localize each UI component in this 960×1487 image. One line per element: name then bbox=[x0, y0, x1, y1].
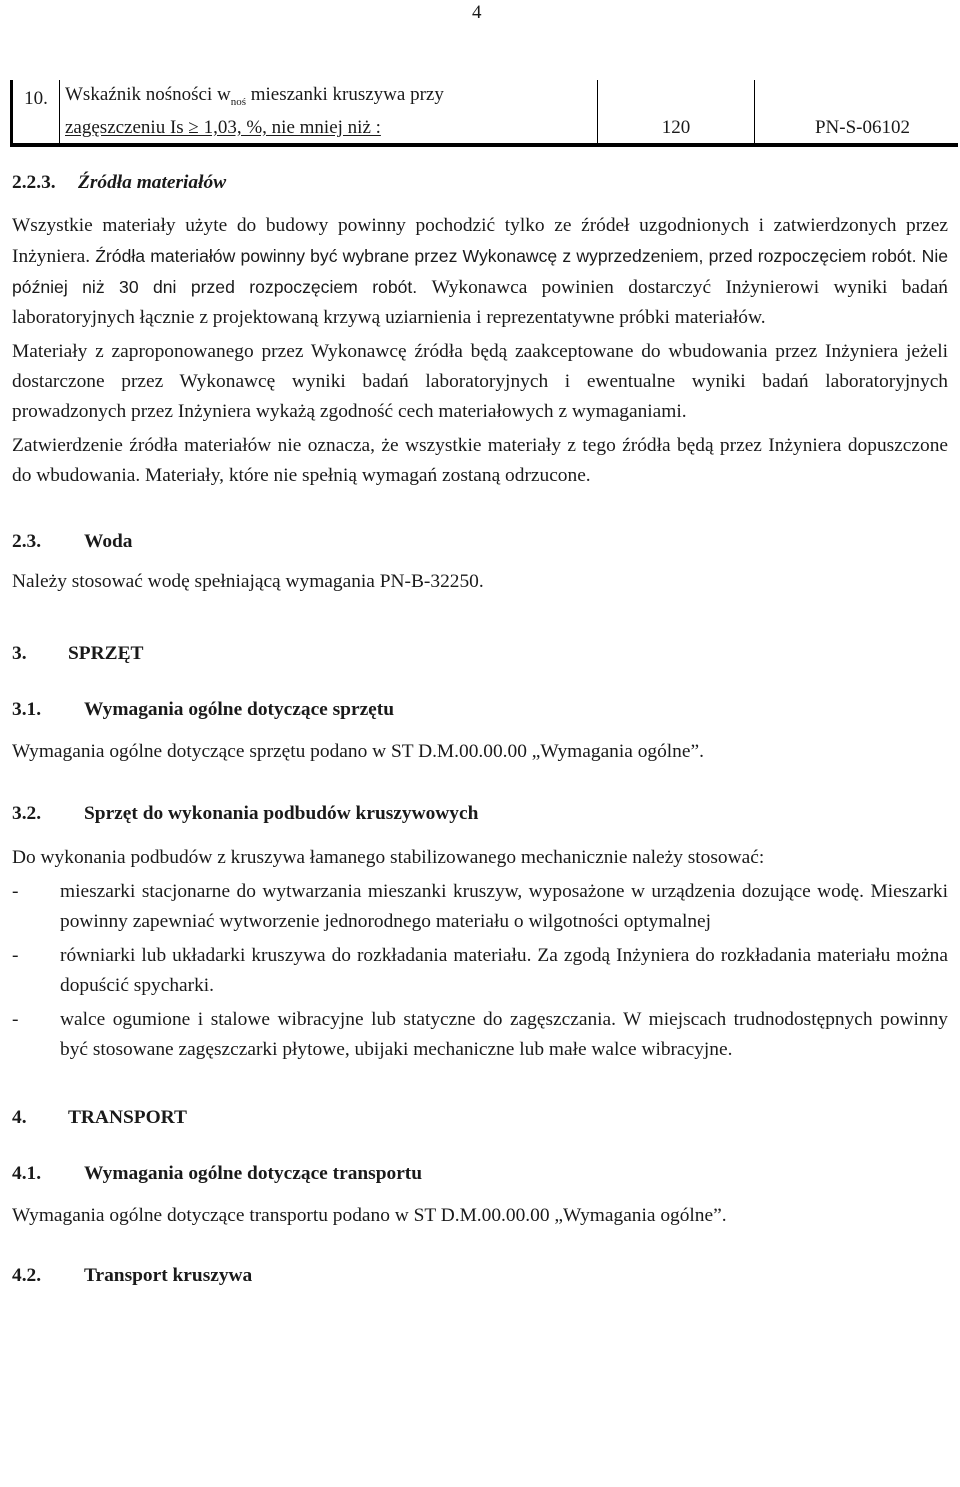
subscript: noś bbox=[230, 95, 246, 108]
heading-4-1: 4.1. Wymagania ogólne dotyczące transportu bbox=[12, 1163, 423, 1184]
heading-4-2: 4.2. Transport kruszywa bbox=[12, 1265, 253, 1286]
row-description-line1: Wskaźnik nośności $w_{noś}$ mieszanki kruszywa przy bbox=[65, 84, 444, 108]
paragraph-sources-1: Wszystkie materiały użyte do budowy powinny pochodzić tylko ze źródeł uzgodnionych i zatwierdzonych przez Inżyniera. Źródła materiałów powinny być wybrane przez Wykonawcę z wyprzedzeniem, przed rozpoczęciem robót. Nie później niż 30 dni przed rozpoczęciem robót. Wykonawca powinien dostarczyć Inżynierowi wyniki badań laboratoryjnych łącznie z projektowaną krzywą uziarnienia i reprezentatywne próbki materiałów. bbox=[12, 215, 949, 328]
paragraph-equipment-general: Wymagania ogólne dotyczące sprzętu podano w ST D.M.00.00.00 „Wymagania ogólne”. bbox=[12, 741, 704, 762]
row-value: 120 bbox=[598, 80, 755, 145]
table-row bbox=[12, 80, 959, 145]
page-number: 4 bbox=[472, 2, 482, 23]
row-description bbox=[60, 80, 598, 145]
heading-4: 4. TRANSPORT bbox=[12, 1107, 187, 1128]
heading-3-2: 3.2. Sprzęt do wykonania podbudów kruszywowych bbox=[12, 803, 479, 824]
paragraph-sources-2: Materiały z zaproponowanego przez Wykonawcę źródła będą zaakceptowane do wbudowania przez Inżyniera jeżeli dostarczone przez Wykonawcę wyniki badań laboratoryjnych i ewentualne wyniki badań laboratoryjnych prowadzonych przez Inżyniera wykażą zgodność cech materiałowych z wymaganiami. bbox=[12, 341, 948, 422]
row-description-line2: zagęszczeniu Is ≥ 1,03, %, nie mniej niż : bbox=[65, 116, 381, 138]
list-item: - walce ogumione i stalowe wibracyjne lub statyczne do zagęszczania. W miejscach trudnodostępnych powinny być stosowane zagęszczarki płytowe, ubijaki mechaniczne lub małe walce wibracyjne. bbox=[12, 1009, 948, 1060]
equipment-list bbox=[12, 877, 948, 1065]
requirements-table bbox=[10, 80, 958, 147]
paragraph-equipment-intro: Do wykonania podbudów z kruszywa łamanego stabilizowanego mechanicznie należy stosować: bbox=[12, 847, 765, 868]
paragraph-sources-3: Zatwierdzenie źródła materiałów nie oznacza, że wszystkie materiały z tego źródła będą przez Inżyniera dopuszczone do wbudowania. Materiały, które nie spełnią wymagań zostaną odrzucone. bbox=[12, 435, 948, 486]
paragraph-transport-general: Wymagania ogólne dotyczące transportu podano w ST D.M.00.00.00 „Wymagania ogólne”. bbox=[12, 1205, 727, 1226]
list-item: - mieszarki stacjonarne do wytwarzania mieszanki kruszyw, wyposażone w urządzenia dozujące wodę. Mieszarki powinny zapewniać wytworzenie jednorodnego materiału o wilgotności optymalnej bbox=[12, 881, 948, 932]
heading-3: 3. SPRZĘT bbox=[12, 643, 144, 664]
paragraph-water: Należy stosować wodę spełniającą wymagania PN-B-32250. bbox=[12, 571, 484, 592]
document-body bbox=[12, 168, 948, 1291]
heading-2-3: 2.3. Woda bbox=[12, 531, 133, 552]
row-number: 10. bbox=[12, 80, 60, 145]
row-standard: PN-S-06102 bbox=[814, 116, 910, 138]
heading-2-2-3: 2.2.3. Źródła materiałów bbox=[12, 172, 227, 193]
heading-3-1: 3.1. Wymagania ogólne dotyczące sprzętu bbox=[12, 699, 395, 720]
list-item: - równiarki lub układarki kruszywa do rozkładania materiału. Za zgodą Inżyniera do rozkładania materiału można dopuścić spycharki. bbox=[12, 945, 948, 996]
